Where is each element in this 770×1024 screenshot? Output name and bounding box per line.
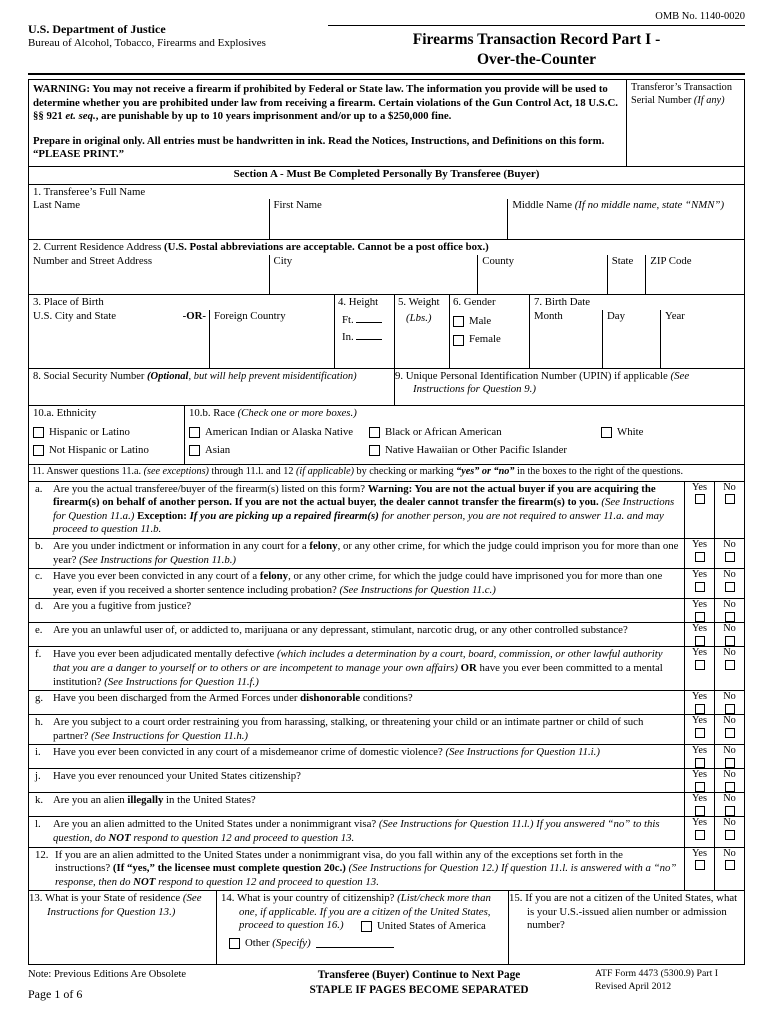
- yes-label: Yes: [692, 538, 707, 550]
- question-11a-no-cell: [714, 482, 744, 538]
- question-11j-yes-cell: [684, 769, 714, 792]
- question-12-yes-cell: [684, 848, 714, 891]
- form-title-line2: Over-the-Counter: [476, 50, 597, 68]
- us-city-state-label: U.S. City and State: [33, 309, 117, 322]
- race-option: [369, 426, 601, 440]
- other-country-checkbox[interactable]: [229, 938, 240, 949]
- no-label: No: [723, 793, 736, 805]
- question-11c-no-cell: [714, 569, 744, 598]
- race-option: [189, 426, 369, 440]
- ssn-field[interactable]: 8. Social Security Number (Optional, but will help prevent misidentification): [33, 370, 357, 382]
- question-11h-no-cell: [714, 715, 744, 744]
- question-11f-no-cell: [714, 647, 744, 690]
- question-11a-text: [29, 482, 684, 538]
- question-body: Have you ever renounced your United States citizenship?: [53, 770, 301, 783]
- no-label: No: [723, 769, 736, 781]
- question-11b-text: [29, 539, 684, 568]
- question-letter: d.: [35, 600, 44, 613]
- black-african-american-label: Black or African American: [385, 425, 502, 438]
- height-feet-line: [342, 313, 391, 328]
- question-number: 12.: [35, 848, 49, 861]
- no-label: No: [723, 569, 736, 581]
- alien-number-field[interactable]: 15. If you are not a citizen of the United States, what is your U.S.-issued alien number or admission number?: [508, 891, 744, 964]
- question-body: Are you an alien illegally in the United States?: [53, 794, 256, 807]
- native-hawaiian-label: Native Hawaiian or Other Pacific Islander: [385, 444, 567, 457]
- question-11l-yes-checkbox[interactable]: [695, 830, 705, 840]
- question-11e-no-checkbox[interactable]: [725, 636, 735, 646]
- birth-month-field[interactable]: Month: [534, 309, 563, 322]
- birth-date-subcells: [530, 310, 744, 368]
- question-5-label: 5. Weight: [398, 296, 440, 309]
- question-11c-text: [29, 569, 684, 598]
- race-option: [369, 444, 601, 458]
- birth-year-field[interactable]: Year: [660, 310, 744, 368]
- race-options-grid: [189, 421, 740, 458]
- question-body: Have you ever been convicted in any court of a misdemeanor crime of domestic violence? (See Instructions for Question 11.i.): [53, 746, 600, 759]
- question-11c-yes-checkbox[interactable]: [695, 582, 705, 592]
- city-field[interactable]: City: [269, 255, 478, 295]
- yes-label: Yes: [692, 481, 707, 493]
- hispanic-label: Hispanic or Latino: [49, 425, 130, 438]
- question-11d-text: [29, 599, 684, 622]
- county-field[interactable]: County: [477, 255, 606, 295]
- question-letter: l.: [35, 818, 41, 831]
- citizenship-usa-option: [361, 920, 504, 934]
- question-body: Are you subject to a court order restraining you from harassing, stalking, or threatening your child or an intimate partner or child of such partner? (See Instructions for Question 11.h.): [53, 716, 644, 742]
- question-10b-label: 10.b. Race (Check one or more boxes.): [189, 406, 357, 419]
- question-11l-no-checkbox[interactable]: [725, 830, 735, 840]
- or-label: -OR-: [182, 309, 206, 322]
- question-3-7-row: [29, 294, 744, 368]
- question-11g-no-checkbox[interactable]: [725, 704, 735, 714]
- question-11k-no-cell: [714, 793, 744, 816]
- question-1-label: 1. Transferee’s Full Name: [33, 185, 146, 198]
- question-2-cells: [29, 255, 744, 295]
- yes-label: Yes: [692, 691, 707, 703]
- question-letter: f.: [35, 648, 42, 661]
- citizenship-other-option: [229, 937, 504, 951]
- question-11i-text: [29, 745, 684, 768]
- question-body: Are you an alien admitted to the United States under a nonimmigrant visa? (See Instructions for Question 11.l.) If you answered “no” to this question, do NOT respond to question 12 and proceed to question 13.: [53, 818, 660, 844]
- question-11e-text: [29, 623, 684, 646]
- footer-left: [28, 968, 243, 1001]
- question-11b-yes-checkbox[interactable]: [695, 552, 705, 562]
- question-11k-row: [29, 792, 744, 816]
- form-footer: [28, 968, 745, 1001]
- revision-date: Revised April 2012: [595, 981, 672, 993]
- question-1-cells: [29, 199, 744, 239]
- american-indian-checkbox[interactable]: [189, 427, 200, 438]
- footer-center: [243, 968, 595, 1001]
- yes-label: Yes: [692, 745, 707, 757]
- question-11h-text: [29, 715, 684, 744]
- american-indian-label: American Indian or Alaska Native: [205, 425, 354, 438]
- question-11c-yes-cell: [684, 569, 714, 598]
- question-11e-row: [29, 622, 744, 646]
- question-11a-row: [29, 481, 744, 538]
- question-11f-row: [29, 646, 744, 690]
- race-cell: [184, 406, 744, 464]
- question-body: Have you been discharged from the Armed Forces under dishonorable conditions?: [53, 692, 413, 705]
- question-11e-no-cell: [714, 623, 744, 646]
- upin-field[interactable]: 9. Unique Personal Identification Number (UPIN) if applicable (See Instructions for Question 9.): [394, 369, 744, 405]
- question-6-label: 6. Gender: [453, 296, 496, 309]
- question-body: Have you ever been adjudicated mentally defective (which includes a determination by a court, board, commission, or other lawful authority that you are a danger to yourself or to others or are incompetent to manage your own affairs) OR have you ever been committed to a mental institution? (See Instructions for Question 11.f.): [53, 648, 663, 688]
- question-letter: a.: [35, 482, 43, 495]
- question-11f-text: [29, 647, 684, 690]
- question-12-row: [29, 847, 744, 891]
- street-address-field[interactable]: Number and Street Address: [33, 254, 153, 267]
- question-11l-yes-cell: [684, 817, 714, 846]
- question-11b-no-cell: [714, 539, 744, 568]
- question-11j-no-cell: [714, 769, 744, 792]
- yes-label: Yes: [692, 647, 707, 659]
- other-country-label: Other (Specify): [245, 936, 311, 949]
- staple-instruction: STAPLE IF PAGES BECOME SEPARATED: [309, 983, 529, 996]
- question-11h-no-checkbox[interactable]: [725, 728, 735, 738]
- question-11c-no-checkbox[interactable]: [725, 582, 735, 592]
- question-body: Are you an unlawful user of, or addicted to, marijuana or any depressant, stimulant, narcotic drug, or any other controlled substance?: [53, 624, 628, 637]
- last-name-field[interactable]: Last Name: [33, 199, 81, 212]
- question-letter: k.: [35, 794, 44, 807]
- yes-label: Yes: [692, 623, 707, 635]
- question-11d-row: [29, 598, 744, 622]
- question-12-text: [29, 848, 684, 891]
- question-11a-no-checkbox[interactable]: [725, 494, 735, 504]
- hispanic-checkbox[interactable]: [33, 427, 44, 438]
- feet-label: Ft.: [342, 313, 354, 326]
- form-title: [328, 26, 745, 69]
- question-10-row: [29, 405, 744, 464]
- question-letter: i.: [35, 746, 41, 759]
- form-number: ATF Form 4473 (5300.9) Part I: [595, 968, 719, 980]
- question-14-text: 14. What is your country of citizenship? (List/check more than one, if applicable. If you are a citizen of the United States, proceed to question 16.): [221, 892, 491, 932]
- agency-block: [28, 10, 328, 69]
- no-label: No: [723, 599, 736, 611]
- question-11d-no-checkbox[interactable]: [725, 612, 735, 622]
- question-body: Are you under indictment or information in any court for a felony, or any other crime, for which the judge could imprison you for more than one year? (See Instructions for Question 11.b.): [53, 539, 679, 566]
- continue-instruction: Transferee (Buyer) Continue to Next Page: [317, 969, 521, 982]
- question-11d-yes-cell: [684, 599, 714, 622]
- question-letter: c.: [35, 570, 43, 583]
- page-number: Page 1 of 6: [28, 986, 83, 1001]
- weight-unit-label: (Lbs.): [406, 311, 432, 324]
- question-13-15-row: [29, 890, 744, 964]
- male-checkbox[interactable]: [453, 316, 464, 327]
- male-label: Male: [469, 314, 492, 327]
- bureau-name: Bureau of Alcohol, Tobacco, Firearms and Explosives: [28, 37, 266, 50]
- question-11-intro: 11. Answer questions 11.a. (see exceptions) through 11.l. and 12 (if applicable) by checking or marking “yes” or “no” in the boxes to the right of the questions.: [29, 464, 744, 481]
- ethnicity-option: [33, 426, 180, 440]
- first-name-field[interactable]: First Name: [269, 199, 508, 239]
- yes-label: Yes: [692, 817, 707, 829]
- white-label: White: [617, 425, 644, 438]
- no-label: No: [723, 538, 736, 550]
- other-country-blank[interactable]: [316, 938, 394, 948]
- question-11e-yes-checkbox[interactable]: [695, 636, 705, 646]
- birth-day-field[interactable]: Day: [602, 310, 660, 368]
- height-cell[interactable]: [334, 295, 394, 368]
- header-rule: [28, 73, 745, 75]
- height-feet-blank[interactable]: [356, 313, 382, 323]
- question-11k-yes-cell: [684, 793, 714, 816]
- question-11b-yes-cell: [684, 539, 714, 568]
- asian-checkbox[interactable]: [189, 445, 200, 456]
- section-a-header: Section A - Must Be Completed Personally By Transferee (Buyer): [29, 166, 744, 184]
- question-11i-yes-checkbox[interactable]: [695, 758, 705, 768]
- warning-row: [29, 80, 744, 166]
- female-label: Female: [469, 333, 501, 346]
- question-2-row: [29, 239, 744, 294]
- question-11f-yes-checkbox[interactable]: [695, 660, 705, 670]
- yes-label: Yes: [692, 569, 707, 581]
- female-checkbox[interactable]: [453, 335, 464, 346]
- citizenship-cell: [216, 891, 508, 964]
- yes-label: Yes: [692, 599, 707, 611]
- question-11l-row: [29, 816, 744, 846]
- question-11l-text: [29, 817, 684, 846]
- yes-label: Yes: [692, 847, 707, 859]
- question-11f-yes-cell: [684, 647, 714, 690]
- no-label: No: [723, 481, 736, 493]
- middle-name-field[interactable]: Middle Name (If no middle name, state “NMN”): [507, 199, 744, 239]
- question-11h-yes-cell: [684, 715, 714, 744]
- no-label: No: [723, 647, 736, 659]
- weight-cell[interactable]: [394, 295, 449, 368]
- question-7-label: 7. Birth Date: [534, 296, 591, 309]
- no-label: No: [723, 745, 736, 757]
- question-11b-row: [29, 538, 744, 568]
- gender-female-option: [453, 333, 526, 347]
- yes-label: Yes: [692, 793, 707, 805]
- birth-date-cell: [529, 295, 744, 368]
- transaction-serial-cell[interactable]: Transferor’s Transaction Serial Number (If any): [626, 80, 744, 166]
- question-11i-no-cell: [714, 745, 744, 768]
- question-11k-no-checkbox[interactable]: [725, 806, 735, 816]
- question-11g-yes-cell: [684, 691, 714, 714]
- gender-male-option: [453, 315, 526, 329]
- question-11i-no-checkbox[interactable]: [725, 758, 735, 768]
- question-letter: g.: [35, 692, 44, 705]
- no-label: No: [723, 715, 736, 727]
- question-11g-row: [29, 690, 744, 714]
- prepare-paragraph: Prepare in original only. All entries must be handwritten in ink. Read the Notices, Instructions, and Definitions on this form. “PLEASE PRINT.”: [33, 134, 605, 161]
- ethnicity-cell: [29, 406, 184, 464]
- no-label: No: [723, 623, 736, 635]
- no-label: No: [723, 847, 736, 859]
- question-body: Are you the actual transferee/buyer of the firearm(s) listed on this form? Warning: You are not the actual buyer if you are acquiring the firearm(s) on behalf of another person. If you are not the actual buyer, the dealer cannot transfer the firearm(s) to you. (See Instructions for Question 11.a.) Exception: If you are picking up a repaired firearm(s) for another person, you are not required to answer 11.a. and may proceed to question 11.b.: [53, 482, 675, 536]
- not-hispanic-label: Not Hispanic or Latino: [49, 444, 149, 457]
- question-11j-text: [29, 769, 684, 792]
- question-11a-yes-checkbox[interactable]: [695, 494, 705, 504]
- question-4-label: 4. Height: [338, 296, 379, 309]
- zip-code-field[interactable]: ZIP Code: [645, 255, 744, 295]
- question-letter: j.: [35, 770, 41, 783]
- footer-right: [595, 968, 745, 1001]
- race-option: [601, 426, 740, 440]
- question-11f-no-checkbox[interactable]: [725, 660, 735, 670]
- question-11k-yes-checkbox[interactable]: [695, 806, 705, 816]
- form-header: [28, 10, 745, 69]
- usa-checkbox[interactable]: [361, 921, 372, 932]
- place-of-birth-subcells: [29, 310, 334, 368]
- question-11j-row: [29, 768, 744, 792]
- question-letter: b.: [35, 539, 44, 552]
- question-12-no-cell: [714, 848, 744, 891]
- question-12-yes-checkbox[interactable]: [695, 860, 705, 870]
- question-11g-yes-checkbox[interactable]: [695, 704, 705, 714]
- height-inches-line: [342, 330, 391, 345]
- obsolete-note: Note: Previous Editions Are Obsolete: [28, 969, 187, 981]
- question-3-label: 3. Place of Birth: [33, 296, 104, 309]
- foreign-country-field[interactable]: Foreign Country: [209, 310, 334, 368]
- question-8-9-row: [29, 368, 744, 405]
- question-11g-text: [29, 691, 684, 714]
- white-checkbox[interactable]: [601, 427, 612, 438]
- us-city-state-field[interactable]: [29, 310, 209, 368]
- asian-label: Asian: [205, 444, 231, 457]
- usa-label: United States of America: [377, 920, 486, 933]
- agency-name: U.S. Department of Justice: [28, 22, 166, 36]
- question-11j-yes-checkbox[interactable]: [695, 782, 705, 792]
- state-field[interactable]: State: [607, 255, 646, 295]
- yes-label: Yes: [692, 769, 707, 781]
- no-label: No: [723, 817, 736, 829]
- question-11i-row: [29, 744, 744, 768]
- race-option: [189, 444, 369, 458]
- warning-text-block: [29, 80, 626, 166]
- question-11i-yes-cell: [684, 745, 714, 768]
- question-11g-no-cell: [714, 691, 744, 714]
- height-inches-blank[interactable]: [356, 330, 382, 340]
- question-12-no-checkbox[interactable]: [725, 860, 735, 870]
- form-title-line1: Firearms Transaction Record Part I -: [412, 31, 661, 49]
- question-11j-no-checkbox[interactable]: [725, 782, 735, 792]
- question-11b-no-checkbox[interactable]: [725, 552, 735, 562]
- question-body: If you are an alien admitted to the United States under a nonimmigrant visa, do you fall within any of the exceptions set forth in the instructions? (If “yes,” the licensee must complete question 20c.) (See Instructions for Question 12.) If question 11.l. is answered with a “no” response, then do NOT respond to question 12 and proceed to question 13.: [55, 848, 677, 888]
- question-11h-yes-checkbox[interactable]: [695, 728, 705, 738]
- question-body: Have you ever been convicted in any court of a felony, or any other crime, for which the judge could have imprisoned you for more than one year, even if you received a shorter sentence including probation? (See Instructions for Question 11.c.): [53, 570, 663, 596]
- black-african-american-checkbox[interactable]: [369, 427, 380, 438]
- question-11c-row: [29, 568, 744, 598]
- question-11l-no-cell: [714, 817, 744, 846]
- yes-label: Yes: [692, 715, 707, 727]
- question-2-label: 2. Current Residence Address (U.S. Postal abbreviations are acceptable. Cannot be a post office box.): [33, 240, 489, 253]
- question-11a-yes-cell: [684, 482, 714, 538]
- inches-label: In.: [342, 331, 354, 344]
- warning-paragraph: WARNING: You may not receive a firearm if prohibited by Federal or State law. The information you provide will be used to determine whether you are prohibited under law from receiving a firearm. Certain violations of the Gun Control Act, 18 U.S.C. §§ 921 et. seq., are punishable by up to 10 years imprisonment and/or up to a $250,000 fine.: [33, 82, 618, 123]
- question-11d-no-cell: [714, 599, 744, 622]
- not-hispanic-checkbox[interactable]: [33, 445, 44, 456]
- question-11k-text: [29, 793, 684, 816]
- question-letter: e.: [35, 624, 43, 637]
- question-1-row: [29, 184, 744, 239]
- ethnicity-option: [33, 444, 180, 458]
- title-block: [328, 10, 745, 69]
- place-of-birth-cell: [29, 295, 334, 368]
- question-body: Are you a fugitive from justice?: [53, 600, 192, 613]
- native-hawaiian-checkbox[interactable]: [369, 445, 380, 456]
- question-11e-yes-cell: [684, 623, 714, 646]
- state-of-residence-field[interactable]: 13. What is your State of residence (See Instructions for Question 13.): [29, 892, 202, 918]
- gender-cell: [449, 295, 529, 368]
- question-10a-label: 10.a. Ethnicity: [33, 406, 97, 419]
- question-11d-yes-checkbox[interactable]: [695, 612, 705, 622]
- no-label: No: [723, 691, 736, 703]
- question-11h-row: [29, 714, 744, 744]
- form-body: [28, 79, 745, 965]
- omb-number: OMB No. 1140-0020: [328, 10, 745, 26]
- question-letter: h.: [35, 716, 44, 729]
